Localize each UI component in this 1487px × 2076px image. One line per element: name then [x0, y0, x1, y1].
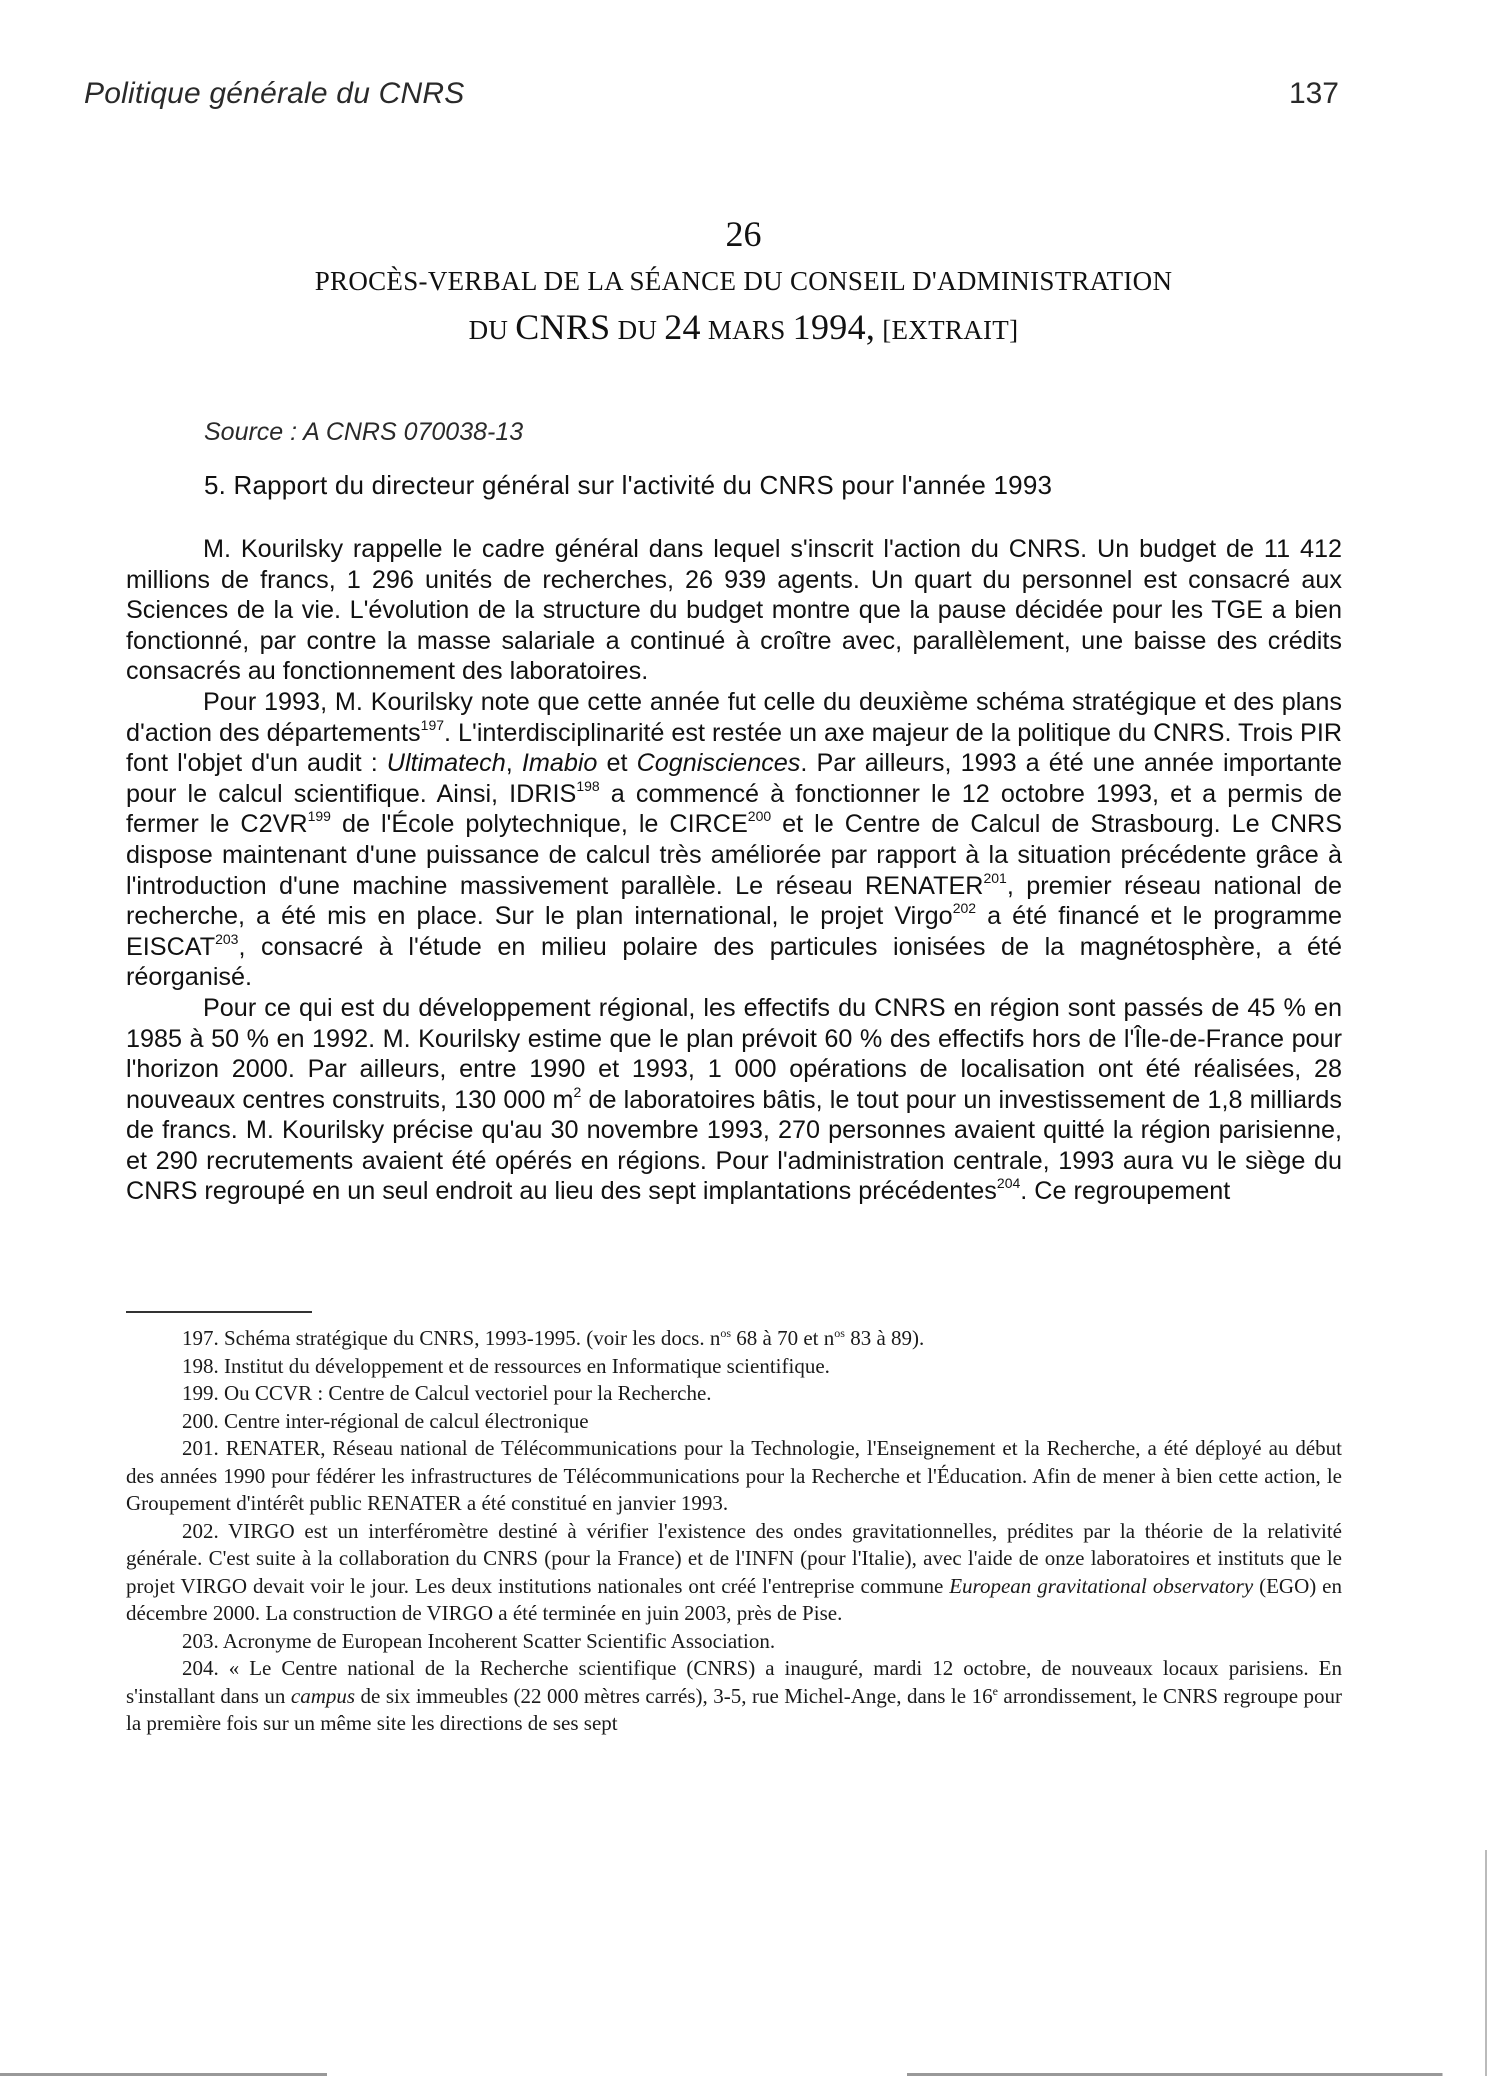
italic-run: campus [290, 1683, 356, 1708]
title-fragment: 24 [664, 307, 701, 347]
document-title-line-2 [0, 304, 1487, 353]
footnote-ref-197[interactable]: 197 [420, 716, 445, 733]
section-heading: 5. Rapport du directeur général sur l'activité du CNRS pour l'année 1993 [204, 470, 1053, 500]
text-run: de six immeubles (22 000 mètres carrés), 3-5, rue Michel-Ange, dans le 16 [355, 1683, 993, 1708]
paragraph [126, 993, 1342, 1207]
footnote-ref-204[interactable]: 204 [996, 1175, 1021, 1192]
text-run: . Par ailleurs, 1993 a été une année importante pour le calcul scientifique. Ainsi, IDRIS [126, 749, 1342, 808]
footnote-ref-199[interactable]: 199 [307, 808, 331, 825]
title-fragment: DU [468, 315, 516, 345]
italic-run: Cognisciences [636, 749, 801, 778]
text-run: a été financé et le programme EISCAT [126, 902, 1343, 961]
text-run: 83 à 89). [844, 1326, 925, 1350]
text-run: et [597, 749, 637, 778]
title-fragment: CNRS [515, 307, 611, 347]
title-fragment: DU [610, 315, 665, 345]
footnote-201: 201. RENATER, Réseau national de Télécommunications pour la Technologie, l'Enseignement et la Recherche, a été déployé au début des années 1990 pour fédérer les infrastructures de Télécommunications pour la Recherche et l'Éducation. Afin de mener à bien cette action, le Groupement d'intérêt public RENATER a été constitué en janvier 1993. [126, 1436, 1342, 1515]
footnote-ref-201[interactable]: 201 [983, 869, 1007, 886]
page-number: 137 [1288, 77, 1339, 110]
italic-run: European gravitational observatory [949, 1573, 1254, 1598]
text-run: 68 à 70 et n [731, 1326, 835, 1350]
running-header [84, 76, 1339, 112]
text-run: arrondissement, le CNRS regroupe pour la première fois sur un même site les directions de ses sept [126, 1683, 1343, 1735]
text-run: , premier réseau national de recherche, a été mis en place. Sur le plan international, le projet Virgo [126, 871, 1342, 931]
document-title-line-1: PROCÈS-VERBAL DE LA SÉANCE DU CONSEIL D'ADMINISTRATION [314, 266, 1173, 296]
italic-run: Imabio [521, 749, 598, 778]
footnote-197 [126, 1325, 1342, 1353]
text-run: et le Centre de Calcul de Strasbourg. Le CNRS dispose maintenant d'une puissance de calcul très améliorée par rapport à la situation précédente grâce à l'introduction d'une machine massivement parallèle. Le réseau RENATER [126, 810, 1343, 900]
italic-run: Ultimatech [386, 749, 506, 778]
superscript-squared: 2 [573, 1083, 582, 1100]
title-fragment: 1994, [792, 307, 876, 347]
text-run: de laboratoires bâtis, le tout pour un investissement de 1,8 milliards de francs. M. Kourilsky précise qu'au 30 novembre 1993, 270 personnes avaient quitté la région parisienne, et 290 recrutements avaient été opérés en régions. Pour l'administration centrale, 1993 aura vu le siège du CNRS regroupé en un seul endroit au lieu des sept implantations précédentes [126, 1085, 1342, 1206]
text-run: a commencé à fonctionner le 12 octobre 1993, et a permis de fermer le C2VR [126, 779, 1342, 839]
text-run: 202. VIRGO est un interféromètre destiné à vérifier l'existence des ondes gravitationnelles, prédites par la théorie de la relativité générale. C'est suite à la collaboration du CNRS (pour la France) et de l'INFN (pour l'Italie), avec l'aide de onze laboratoires et instituts que le projet VIRGO devait voir le jour. Les deux institutions nationales ont créé l'entreprise commune [126, 1518, 1342, 1598]
document-title [0, 258, 1487, 353]
superscript: os [720, 1326, 732, 1340]
footnote-204 [126, 1655, 1342, 1738]
text-run: , [505, 749, 522, 778]
footnote-ref-200[interactable]: 200 [747, 808, 772, 825]
footnotes [126, 1325, 1342, 1738]
text-run: de l'École polytechnique, le CIRCE [330, 810, 748, 839]
footnote-ref-202[interactable]: 202 [952, 900, 977, 917]
footnote-198: 198. Institut du développement et de ressources en Informatique scientifique. [182, 1353, 830, 1378]
title-fragment: [EXTRAIT] [875, 315, 1019, 345]
title-fragment: MARS [700, 315, 793, 345]
footnote-separator [126, 1311, 312, 1313]
document-number: 26 [725, 214, 762, 254]
text-run: 204. « Le Centre national de la Recherche scientifique (CNRS) a inauguré, mardi 12 octobre, de nouveaux locaux parisiens. En s'installant dans un [126, 1656, 1342, 1708]
footnote-202 [126, 1518, 1342, 1628]
text-run: . L'interdisciplinarité est restée un axe majeur de la politique du CNRS. Trois PIR font l'objet d'un audit : [126, 718, 1343, 778]
text-run: Pour ce qui est du développement régional, les effectifs du CNRS en région sont passés de 45 % en 1985 à 50 % en 1992. M. Kourilsky estime que le plan prévoit 60 % des effectifs hors de l'Île-de-France pour l'horizon 2000. Par ailleurs, entre 1990 et 1993, 1 000 opérations de localisation ont été réalisées, 28 nouveaux centres construits, 130 000 m [126, 993, 1342, 1114]
footnote-ref-198[interactable]: 198 [576, 777, 600, 794]
text-run: . Ce regroupement [1020, 1177, 1231, 1206]
text-run: Pour 1993, M. Kourilsky note que cette année fut celle du deuxième schéma stratégique et des plans d'action des départements [126, 687, 1342, 747]
superscript: os [834, 1326, 845, 1340]
footnote-ref-203[interactable]: 203 [215, 930, 239, 947]
running-title: Politique générale du CNRS [84, 77, 465, 110]
text-run: , consacré à l'étude en milieu polaire des particules ionisées de la magnétosphère, a été réorganisé. [126, 932, 1342, 992]
paragraph: M. Kourilsky rappelle le cadre général dans lequel s'inscrit l'action du CNRS. Un budget de 11 412 millions de francs, 1 296 unités de recherches, 26 939 agents. Un quart du personnel est consacré aux Sciences de la vie. L'évolution de la structure du budget montre que la pause décidée pour les TGE a bien fonctionné, par contre la masse salariale a continué à croître avec, parallèlement, une baisse des crédits consacrés au fonctionnement des laboratoires. [126, 535, 1342, 686]
source-reference: Source : A CNRS 070038-13 [204, 418, 524, 446]
footnote-200: 200. Centre inter-régional de calcul électronique [182, 1408, 589, 1433]
footnote-199: 199. Ou CCVR : Centre de Calcul vectoriel pour la Recherche. [182, 1381, 712, 1405]
text-run: (EGO) en décembre 2000. La construction de VIRGO a été terminée en juin 2003, près de Pise. [126, 1573, 1343, 1625]
superscript: e [992, 1683, 998, 1698]
footnote-203: 203. Acronyme de European Incoherent Scatter Scientific Association. [182, 1628, 776, 1653]
text-run: 197. Schéma stratégique du CNRS, 1993-1995. (voir les docs. n [182, 1326, 721, 1350]
paragraph [126, 687, 1342, 993]
body-text [126, 534, 1342, 1207]
